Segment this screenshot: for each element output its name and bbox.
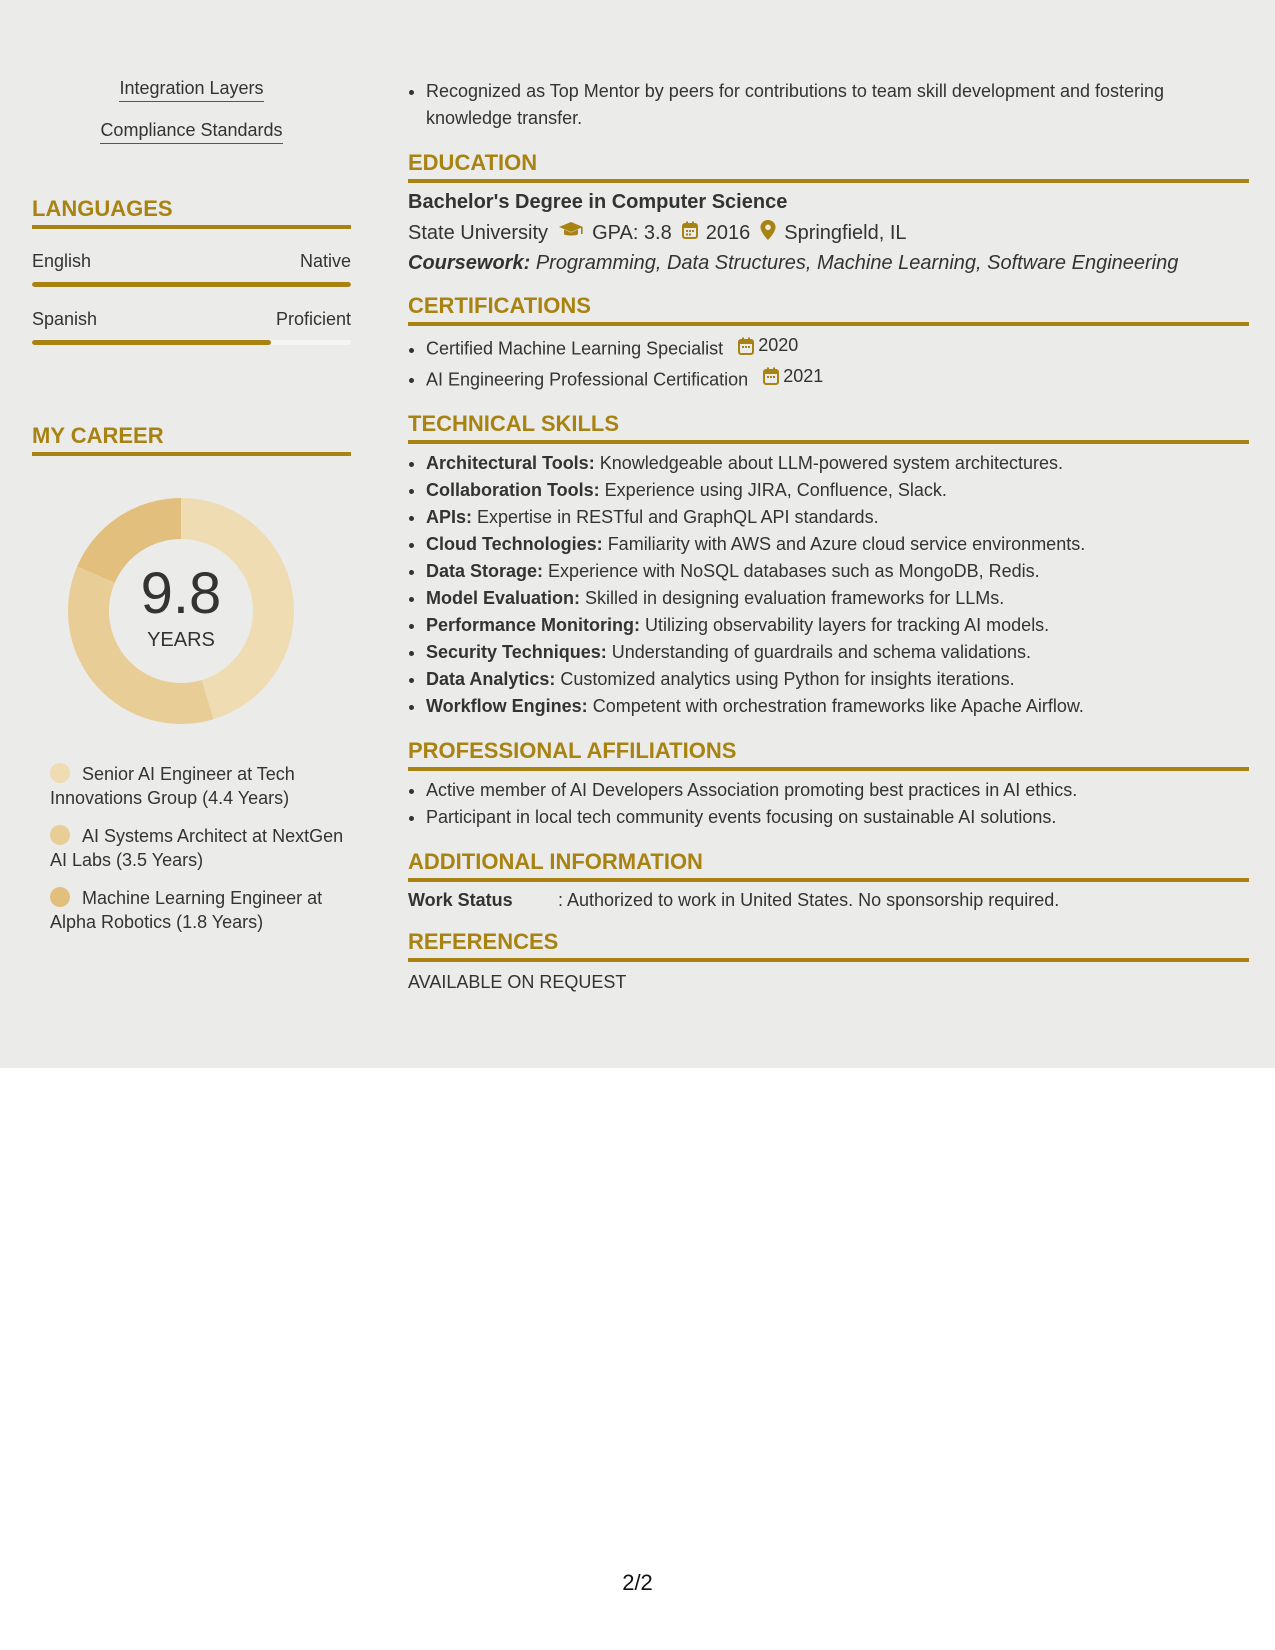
- skill-item: • Data Analytics: Customized analytics using Python for insights iterations.: [426, 666, 1249, 693]
- affiliations-section: [408, 738, 1249, 831]
- skill-item: • Cloud Technologies: Familiarity with AWS and Azure cloud service environments.: [426, 531, 1249, 558]
- page-number: 2/2: [622, 1570, 653, 1595]
- education-meta: [408, 220, 1249, 246]
- coursework: Coursework: Programming, Data Structures, Machine Learning, Software Engineering: [408, 252, 1179, 274]
- graduation-year: 2016: [705, 221, 751, 244]
- career-legend: [50, 762, 351, 934]
- certifications-heading: CERTIFICATIONS: [408, 293, 1249, 326]
- career-donut: [66, 496, 296, 726]
- skill-item: • Model Evaluation: Skilled in designing evaluation frameworks for LLMs.: [426, 585, 1249, 612]
- career-legend-item: Senior AI Engineer at Tech Innovations Group (4.4 Years): [50, 764, 295, 808]
- education-heading: EDUCATION: [408, 150, 1249, 183]
- certification-item: • Certified Machine Learning Specialist 2020: [426, 332, 1249, 363]
- language-name: English: [32, 251, 92, 271]
- map-pin-icon: [760, 220, 776, 246]
- technical-skills-heading: TECHNICAL SKILLS: [408, 411, 1249, 444]
- references-text: AVAILABLE ON REQUEST: [408, 972, 627, 992]
- work-status-row: [408, 890, 1249, 911]
- right-column: [408, 78, 1249, 993]
- coursework-label: Coursework:: [408, 252, 531, 274]
- skill-tag: Integration Layers: [32, 78, 351, 102]
- language-bar-fill: [32, 282, 351, 287]
- graduation-cap-icon: [558, 221, 584, 245]
- additional-info-section: [408, 849, 1249, 911]
- language-bar-fill: [32, 340, 271, 345]
- education-section: [408, 150, 1249, 275]
- language-item: [32, 251, 351, 287]
- skill-item: • Data Storage: Experience with NoSQL databases such as MongoDB, Redis.: [426, 558, 1249, 585]
- affiliation-item: • Participant in local tech community events focusing on sustainable AI solutions.: [426, 804, 1249, 831]
- career-legend-item: Machine Learning Engineer at Alpha Robotics (1.8 Years): [50, 888, 323, 932]
- career-unit: YEARS: [147, 628, 215, 651]
- skill-item: • Architectural Tools: Knowledgeable about LLM-powered system architectures.: [426, 450, 1249, 477]
- languages-heading: LANGUAGES: [32, 196, 351, 229]
- additional-info-heading: ADDITIONAL INFORMATION: [408, 849, 1249, 882]
- work-status-value: : Authorized to work in United States. No sponsorship required.: [558, 890, 1060, 910]
- references-section: [408, 929, 1249, 993]
- work-status-label: Work Status: [408, 890, 513, 910]
- language-item: [32, 309, 351, 345]
- legend-dot-icon: [50, 887, 70, 907]
- affiliations-heading: PROFESSIONAL AFFILIATIONS: [408, 738, 1249, 771]
- technical-skills-list: [408, 450, 1249, 720]
- location: Springfield, IL: [784, 221, 907, 244]
- certification-year: 2021: [783, 365, 824, 386]
- skill-tag: Compliance Standards: [32, 120, 351, 144]
- certifications-list: [408, 332, 1249, 393]
- skill-item: • Collaboration Tools: Experience using JIRA, Confluence, Slack.: [426, 477, 1249, 504]
- achievements-list: [408, 78, 1249, 132]
- affiliation-item: • Active member of AI Developers Association promoting best practices in AI ethics.: [426, 777, 1249, 804]
- left-column: [32, 78, 351, 948]
- language-bar: [32, 340, 351, 345]
- skill-item: • Workflow Engines: Competent with orchestration frameworks like Apache Airflow.: [426, 693, 1249, 720]
- affiliations-list: [408, 777, 1249, 831]
- technical-skills-section: [408, 411, 1249, 720]
- certification-item: • AI Engineering Professional Certification 2021: [426, 363, 1249, 394]
- gpa: GPA: 3.8: [592, 221, 672, 244]
- career-legend-item: AI Systems Architect at NextGen AI Labs (3.5 Years): [50, 826, 344, 870]
- skill-item: • APIs: Expertise in RESTful and GraphQL API standards.: [426, 504, 1249, 531]
- language-bar: [32, 282, 351, 287]
- degree-title: Bachelor's Degree in Computer Science: [408, 191, 788, 213]
- career-total-years: 9.8: [140, 560, 222, 626]
- calendar-icon: [682, 221, 698, 245]
- language-name: Spanish: [32, 309, 98, 329]
- certification-year: 2020: [758, 335, 799, 355]
- school-name: State University: [408, 221, 549, 244]
- legend-dot-icon: [50, 763, 70, 783]
- calendar-icon: [738, 337, 754, 355]
- achievement-item: • Recognized as Top Mentor by peers for contributions to team skill development and fostering knowledge transfer.: [426, 78, 1249, 132]
- career-heading: MY CAREER: [32, 423, 351, 456]
- skill-item: • Performance Monitoring: Utilizing observability layers for tracking AI models.: [426, 612, 1249, 639]
- references-heading: REFERENCES: [408, 929, 1249, 962]
- certifications-section: [408, 293, 1249, 393]
- language-level: Native: [299, 251, 351, 271]
- language-level: Proficient: [275, 309, 351, 329]
- calendar-icon: [763, 367, 779, 385]
- skill-item: • Security Techniques: Understanding of guardrails and schema validations.: [426, 639, 1249, 666]
- legend-dot-icon: [50, 825, 70, 845]
